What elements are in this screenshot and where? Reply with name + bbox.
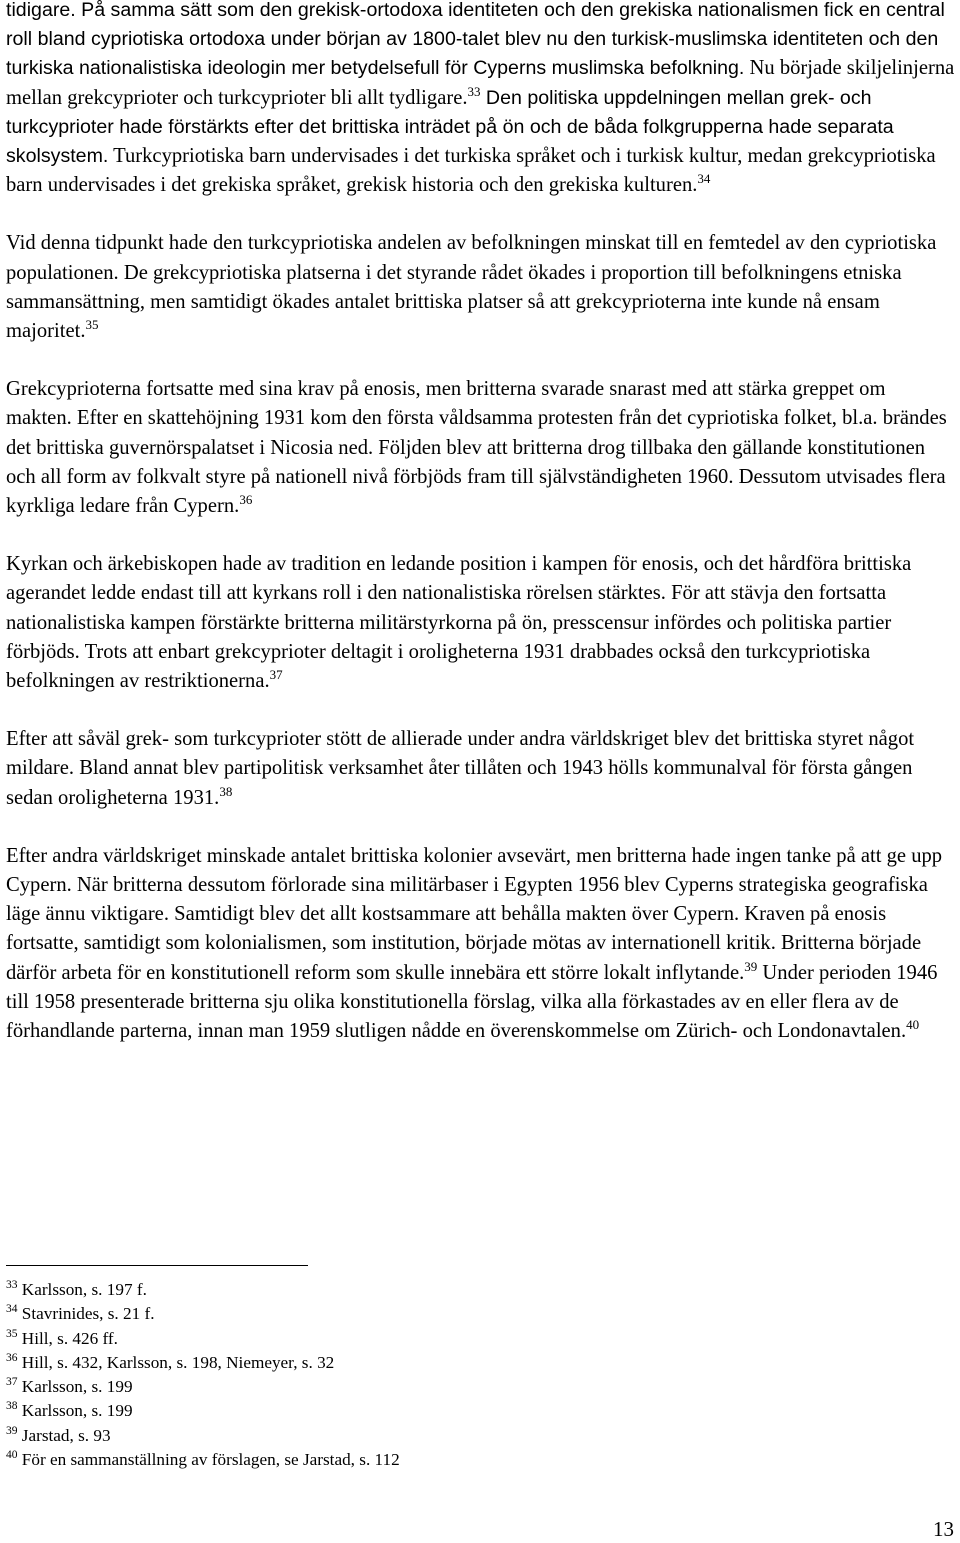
body-text (6, 0, 956, 1075)
footnote-number: 34 (6, 1303, 18, 1316)
paragraph-text: Turkcypriotiska barn undervisades i det turkiska språket och i turkisk kultur, medan grekcypriotiska barn undervisades i det grekiska språket, grekisk historia och den grekiska kulturen. (6, 145, 936, 197)
footnote-39 (6, 1424, 806, 1448)
paragraph-3 (6, 375, 956, 521)
footnote-40 (6, 1448, 806, 1472)
footnote-ref-35[interactable]: 35 (85, 317, 99, 333)
footnote-number: 39 (6, 1424, 18, 1437)
footnotes (6, 1278, 806, 1472)
footnote-34 (6, 1302, 806, 1326)
footnote-text: Karlsson, s. 199 (21, 1401, 133, 1421)
paragraph-4 (6, 550, 956, 696)
footnote-ref-33[interactable]: 33 (467, 83, 481, 99)
footnote-text: Hill, s. 426 ff. (21, 1328, 118, 1348)
footnote-35 (6, 1327, 806, 1351)
footnote-ref-39[interactable]: 39 (744, 958, 758, 974)
footnote-text: Karlsson, s. 197 f. (21, 1280, 147, 1299)
footnote-text: För en sammanställning av förslagen, se Jarstad, s. 112 (21, 1450, 400, 1470)
paragraph-text: tidigare. På samma sätt som den grekisk-ortodoxa identiteten och den grekiska nationalismen fick en central roll bland cypriotiska ortodoxa under början av 1800-talet blev nu den turkisk-muslimska identiteten och den turkiska nationalistiska ideologin mer betydelsefull för Cyperns muslimska befolkning. (6, 0, 945, 80)
footnote-text: Stavrinides, s. 21 f. (21, 1304, 155, 1324)
paragraph-5 (6, 725, 956, 813)
footnote-ref-36[interactable]: 36 (239, 492, 253, 508)
page-number: 13 (933, 1517, 954, 1541)
footnote-33 (6, 1278, 806, 1302)
paragraph-text: Vid denna tidpunkt hade den turkcypriotiska andelen av befolkningen minskat till en femtedel av den cypriotiska populationen. De grekcypriotiska platserna i det styrande rådet ökades i proportion till befolkningens etniska sammansättning, men samtidigt ökades antalet brittiska platser så att grekcyprioterna inte kunde nå ensam majoritet. (6, 232, 937, 343)
footnote-text: Jarstad, s. 93 (21, 1425, 111, 1445)
footnote-ref-40[interactable]: 40 (906, 1017, 920, 1033)
footnote-number: 37 (6, 1376, 18, 1389)
footnote-number: 35 (6, 1327, 18, 1340)
footnote-text: Karlsson, s. 199 (21, 1377, 133, 1397)
paragraph-6 (6, 842, 956, 1046)
paragraph-text: Den politiska uppdelningen mellan grek- och turkcyprioter hade förstärkts efter det brittiska inträdet på ön och de båda folkgrupperna hade separata skolsystem. (6, 86, 894, 168)
paragraph-2 (6, 229, 956, 346)
footnote-ref-34[interactable]: 34 (697, 171, 711, 187)
footnote-number: 38 (6, 1400, 18, 1413)
footnote-ref-37[interactable]: 37 (269, 667, 283, 683)
footnote-number: 33 (6, 1279, 18, 1291)
footnote-number: 36 (6, 1351, 18, 1364)
paragraph-text: Efter att såväl grek- som turkcyprioter stött de allierade under andra världskriget blev det brittiska styret något mildare. Bland annat blev partipolitisk verksamhet åter tillåten och 1943 hölls kommunalval för första gången sedan oroligheterna 1931. (6, 728, 915, 809)
footnote-37 (6, 1375, 806, 1399)
paragraph-text: Kyrkan och ärkebiskopen hade av tradition en ledande position i kampen för enosis, och det hårdföra brittiska agerandet ledde endast till att kyrkans roll i den nationalistiska rörelsen stärktes. För att stävja den fortsatta nationalistiska kampen förstärkte britterna militärstyrkorna på ön, presscensur infördes och politiska partier förbjöds. Trots att enbart grekcyprioter deltagit i oroligheterna 1931 drabbades också den turkcypriotiska befolkningen av restriktionerna. (6, 553, 912, 693)
paragraph-text: Efter andra världskriget minskade antalet brittiska kolonier avsevärt, men britterna hade ingen tanke på att ge upp Cypern. När britterna dessutom förlorade sina militärbaser i Egypten 1956 blev Cyperns strategiska geografiska läge ännu viktigare. Samtidigt blev det allt kostsammare att behålla makten över Cypern. Kraven på enosis fortsatte, samtidigt som kolonialismen, som institution, började mötas av internationell kritik. Britterna började därför arbeta för en konstitutionell reform som skulle innebära ett större lokalt inflytande. (6, 844, 943, 984)
footnote-number: 40 (6, 1449, 18, 1462)
paragraph-text: Grekcyprioterna fortsatte med sina krav på enosis, men britterna svarade snarast med att stärka greppet om makten. Efter en skattehöjning 1931 kom den första våldsamma protesten från det cypriotiska folket, bl.a. brändes det brittiska guvernörspalatset i Nicosia ned. Följden blev att britterna drog tillbaka den gällande konstitutionen och all form av folkvalt styre på nationell nivå förbjöds fram till självständigheten 1960. Dessutom utvisades flera kyrkliga ledare från Cypern. (6, 378, 947, 518)
footnote-38 (6, 1399, 806, 1423)
footnote-36 (6, 1351, 806, 1375)
footnote-text: Hill, s. 432, Karlsson, s. 198, Niemeyer, s. 32 (21, 1352, 335, 1372)
footnote-ref-38[interactable]: 38 (219, 783, 233, 799)
footnote-separator (6, 1265, 308, 1266)
paragraph-1 (6, 0, 956, 200)
paragraph-text: Nu började skiljelinjerna mellan grekcyprioter och turkcyprioter bli allt tydligare. (6, 57, 955, 109)
paragraph-text: Under perioden 1946 till 1958 presenterade britterna sju olika konstitutionella förslag, vilka alla förkastades av en eller flera av de förhandlande parterna, innan man 1959 slutligen nådde en överenskommelse om Zürich- och Londonavtalen. (6, 961, 938, 1043)
